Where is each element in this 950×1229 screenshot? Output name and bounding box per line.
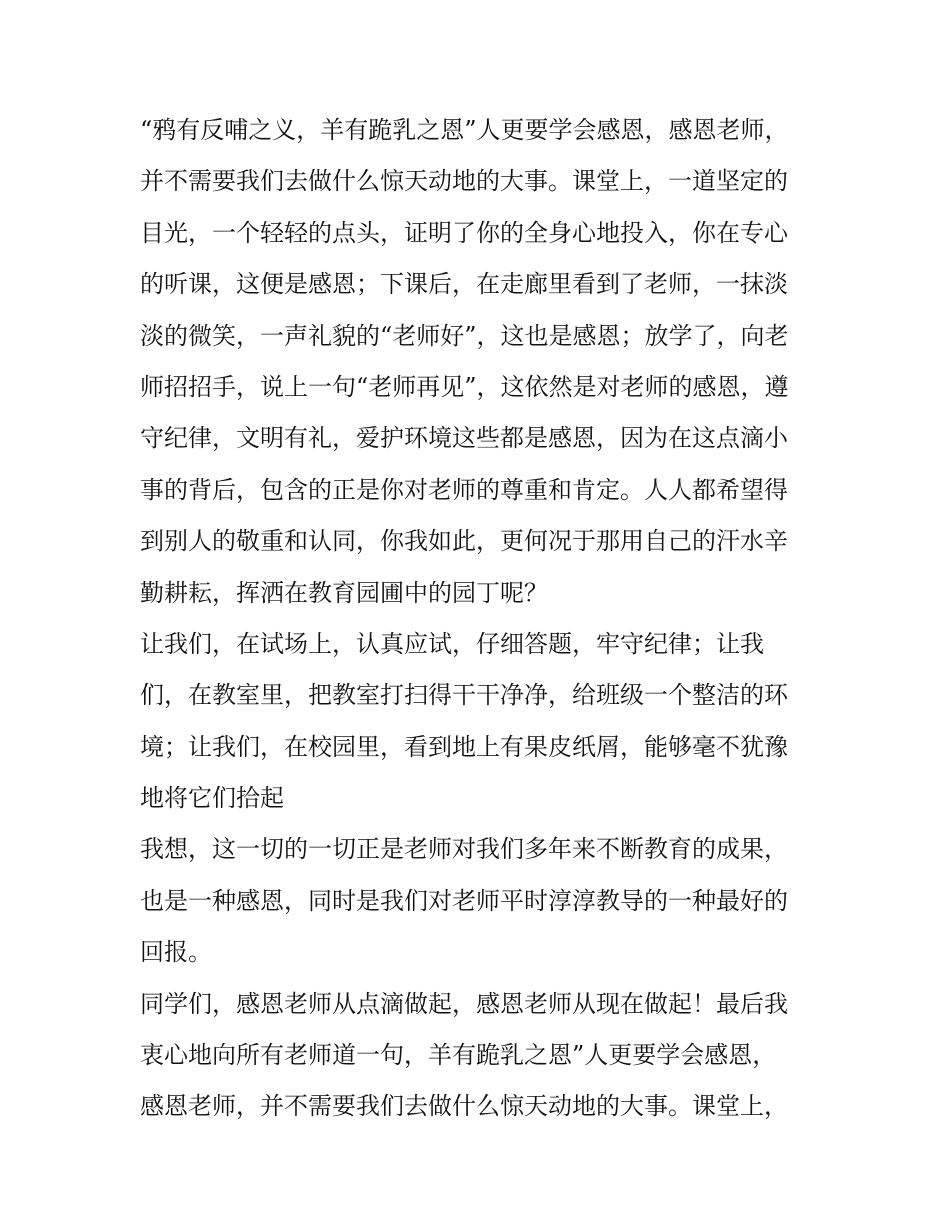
text-line: 的听课，这便是感恩；下课后，在走廊里看到了老师，一抹淡 <box>140 270 788 299</box>
text-line: 地将它们拾起 <box>140 784 284 813</box>
text-line: 事的背后，包含的正是你对老师的尊重和肯定。人人都希望得 <box>140 475 788 504</box>
text-line: 目光，一个轻轻的点头，证明了你的全身心地投入，你在专心 <box>140 218 788 247</box>
text-line: 淡的微笑，一声礼貌的“老师好”，这也是感恩；放学了，向老 <box>140 321 789 350</box>
text-line: 师招招手，说上一句“老师再见”，这依然是对老师的感恩，遵 <box>140 372 789 401</box>
text-line: 感恩老师，并不需要我们去做什么惊天动地的大事。课堂上， <box>140 1092 788 1121</box>
text-line: 境；让我们，在校园里，看到地上有果皮纸屑，能够毫不犹豫 <box>140 732 788 761</box>
text-line: 们，在教室里，把教室打扫得干干净净，给班级一个整洁的环 <box>140 681 788 710</box>
text-line: 并不需要我们去做什么惊天动地的大事。课堂上，一道坚定的 <box>140 167 788 196</box>
text-line: 我想，这一切的一切正是老师对我们多年来不断教育的成果， <box>140 835 788 864</box>
text-line: 到别人的敬重和认同，你我如此，更何况于那用自己的汗水辛 <box>140 527 788 556</box>
text-line: 也是一种感恩，同时是我们对老师平时淳淳教导的一种最好的 <box>140 886 788 915</box>
document-body <box>140 105 812 1133</box>
text-line: 同学们，感恩老师从点滴做起，感恩老师从现在做起！最后我 <box>140 989 788 1018</box>
text-line: 让我们，在试场上，认真应试，仔细答题，牢守纪律；让我 <box>140 629 764 658</box>
text-line: “鸦有反哺之义，羊有跪乳之恩”人更要学会感恩，感恩老师， <box>140 116 789 144</box>
text-line: 衷心地向所有老师道一句，羊有跪乳之恩”人更要学会感恩， <box>140 1041 777 1070</box>
text-line: 守纪律，文明有礼，爱护环境这些都是感恩，因为在这点滴小 <box>140 424 788 453</box>
text-line: 回报。 <box>140 938 212 967</box>
text-line: 勤耕耘，挥洒在教育园圃中的园丁呢？ <box>140 578 548 607</box>
